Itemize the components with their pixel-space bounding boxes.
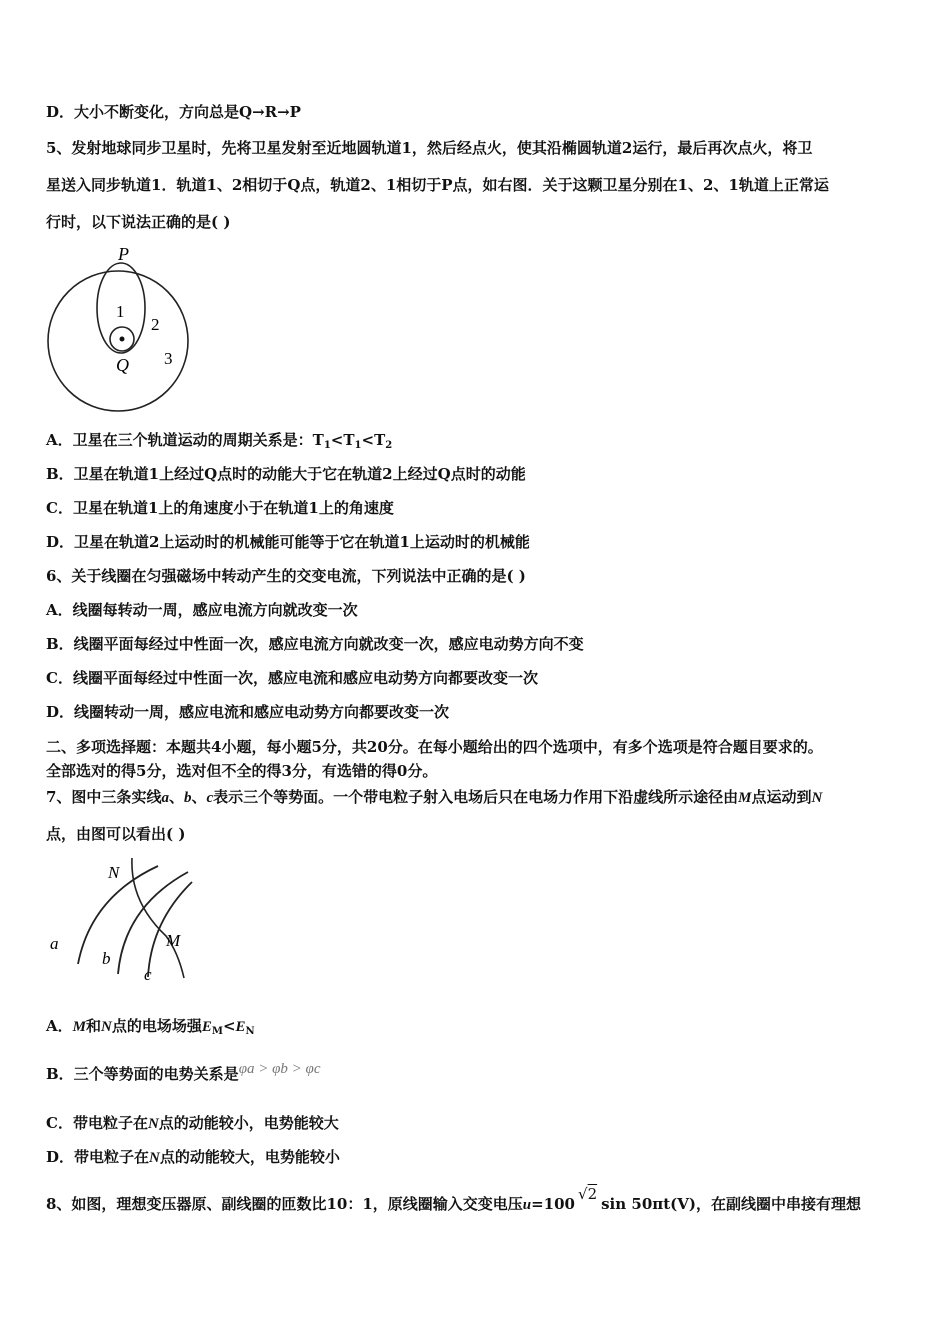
section2-line1: 二、多项选择题：本题共4小题，每小题5分，共20分。在每小题给出的四个选项中，有多个选项是符合题目要求的。: [46, 738, 823, 756]
label-2: 2: [151, 315, 160, 334]
q5-option-b: B．卫星在轨道1上经过Q点时的动能大于它在轨道2上经过Q点时的动能: [46, 465, 526, 483]
q6-option-b: B．线圈平面每经过中性面一次，感应电流方向就改变一次，感应电动势方向不变: [46, 635, 584, 653]
q7-option-b: B．三个等势面的电势关系是φa > φb > φc: [46, 1061, 321, 1083]
orbit-diagram: [46, 244, 196, 429]
orbit-3-circle: [48, 271, 188, 411]
sqrt-symbol: √2: [578, 1185, 598, 1203]
q5-option-a: A．卫星在三个轨道运动的周期关系是：$T_1<T_1<T_2$: [46, 431, 393, 451]
earth-dot: [120, 337, 125, 342]
label-a: a: [50, 934, 59, 953]
label-p: P: [118, 244, 129, 264]
q5-option-d: D．卫星在轨道2上运动时的机械能可能等于它在轨道1上运动时的机械能: [46, 533, 530, 551]
label-c: c: [144, 965, 152, 984]
equipotential-diagram: [46, 852, 206, 987]
q5-stem-line3: 行时，以下说法正确的是( ): [46, 213, 231, 231]
q7-stem-line2: 点，由图可以看出( ): [46, 825, 186, 843]
q7-option-a: A．M和N点的电场场强$E_M<E_N$: [46, 1017, 255, 1037]
q5-stem-line1: 5、发射地球同步卫星时，先将卫星发射至近地圆轨道1，然后经点火，使其沿椭圆轨道2运行，最后再次点火，将卫: [46, 139, 813, 157]
label-b: b: [102, 949, 111, 968]
q6-option-c: C．线圈平面每经过中性面一次，感应电流和感应电动势方向都要改变一次: [46, 669, 538, 687]
q8-stem: 8、如图，理想变压器原、副线圈的匝数比10：1，原线圈输入交变电压u=100√2sin 50πt(V)，在副线圈中串接有理想: [46, 1185, 861, 1213]
section2-line2: 全部选对的得5分，选对但不全的得3分，有选错的得0分。: [46, 762, 438, 780]
q6-stem: 6、关于线圈在匀强磁场中转动产生的交变电流，下列说法中正确的是( ): [46, 567, 526, 585]
q6-option-a: A．线圈每转动一周，感应电流方向就改变一次: [46, 601, 358, 619]
label-n: N: [108, 863, 120, 882]
q5-stem-line2: 星送入同步轨道1．轨道1、2相切于Q点，轨道2、1相切于P点，如右图．关于这颗卫星分别在1、2、1轨道上正常运: [46, 176, 829, 194]
label-3: 3: [164, 349, 173, 368]
q6-option-d: D．线圈转动一周，感应电流和感应电动势方向都要改变一次: [46, 703, 450, 721]
potential-relation: φa > φb > φc: [238, 1061, 321, 1077]
q4-option-d: D．大小不断变化，方向总是Q→R→P: [46, 103, 301, 121]
q7-option-c: C．带电粒子在N点的动能较小，电势能较大: [46, 1114, 339, 1132]
label-q: Q: [116, 355, 129, 375]
q5-option-c: C．卫星在轨道1上的角速度小于在轨道1上的角速度: [46, 499, 394, 517]
label-1: 1: [116, 302, 125, 321]
q7-option-d: D．带电粒子在N点的动能较大，电势能较小: [46, 1148, 340, 1166]
q7-stem-line1: 7、图中三条实线a、b、c表示三个等势面。一个带电粒子射入电场后只在电场力作用下沿虚线所示途径由M点运动到N: [46, 788, 823, 806]
label-m: M: [166, 931, 181, 950]
